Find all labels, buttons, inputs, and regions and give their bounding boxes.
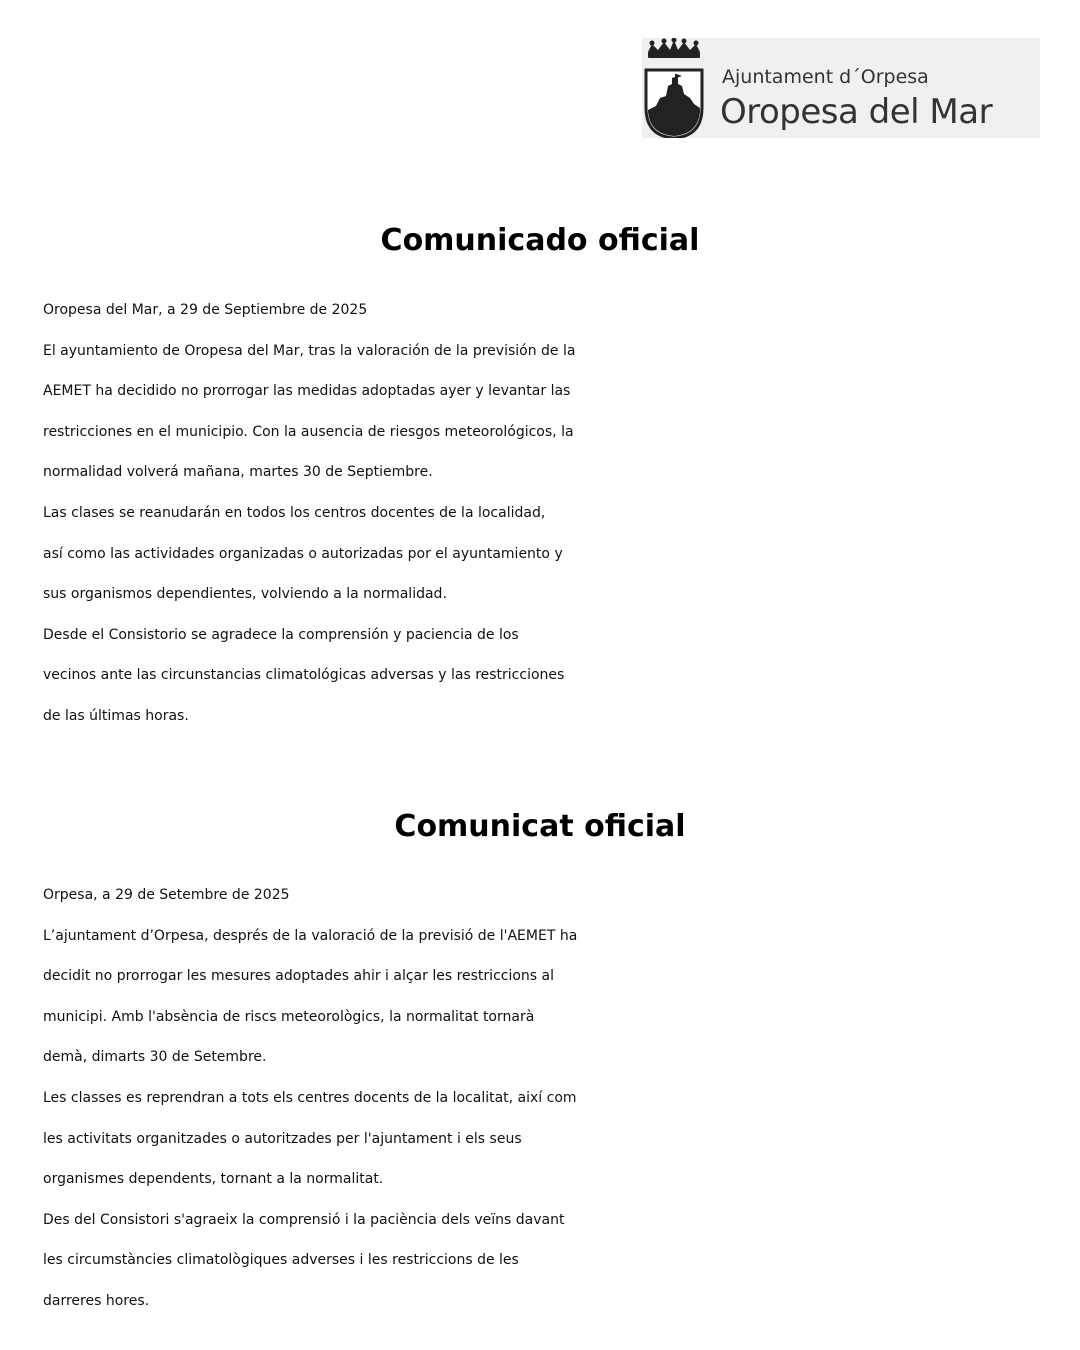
text-line: así como las actividades organizadas o autorizadas por el ayuntamiento y — [43, 545, 563, 562]
text-line: El ayuntamiento de Oropesa del Mar, tras la valoración de la previsión de la — [43, 342, 576, 359]
municipal-logo — [642, 38, 1040, 138]
text-line: de las últimas horas. — [43, 707, 189, 724]
text-line: Des del Consistori s'agraeix la comprensió i la paciència dels veïns davant — [43, 1211, 565, 1228]
spanish-title: Comunicado oficial — [380, 223, 700, 258]
text-line: Desde el Consistorio se agradece la comprensión y paciencia de los — [43, 626, 519, 643]
spanish-date-line — [43, 290, 1077, 331]
valencian-paragraph-announcement — [43, 916, 1077, 1078]
valencian-date-line — [43, 875, 1077, 916]
text-line: sus organismos dependientes, volviendo a la normalidad. — [43, 586, 447, 603]
text-line: organismes dependents, tornant a la normalitat. — [43, 1171, 384, 1188]
coat-of-arms-icon — [642, 38, 706, 138]
text-line: Les classes es reprendran a tots els centres docents de la localitat, així com — [43, 1089, 577, 1106]
valencian-body — [43, 875, 1077, 1322]
logo-title: Oropesa del Mar — [720, 92, 993, 132]
spanish-paragraph-classes — [43, 493, 1077, 615]
valencian-title: Comunicat oficial — [394, 809, 686, 844]
text-line: darreres hores. — [43, 1292, 150, 1309]
text-line: demà, dimarts 30 de Setembre. — [43, 1049, 267, 1066]
text-line: decidit no prorrogar les mesures adoptades ahir i alçar les restriccions al — [43, 968, 554, 985]
valencian-paragraph-thanks — [43, 1200, 1077, 1322]
spanish-body — [43, 290, 1077, 737]
text-line: les circumstàncies climatològiques adverses i les restriccions de les — [43, 1252, 519, 1269]
text-line: normalidad volverá mañana, martes 30 de Septiembre. — [43, 464, 433, 481]
spanish-paragraph-announcement — [43, 331, 1077, 493]
logo-subtitle: Ajuntament d´Orpesa — [722, 66, 929, 88]
text-line: Orpesa, a 29 de Setembre de 2025 — [43, 887, 290, 903]
text-line: AEMET ha decidido no prorrogar las medidas adoptadas ayer y levantar las — [43, 383, 571, 400]
text-line: Las clases se reanudarán en todos los centros docentes de la localidad, — [43, 504, 546, 521]
text-line: L’ajuntament d’Orpesa, després de la valoració de la previsió de l'AEMET ha — [43, 927, 578, 944]
spanish-paragraph-thanks — [43, 615, 1077, 737]
valencian-paragraph-classes — [43, 1078, 1077, 1200]
text-line: les activitats organitzades o autoritzades per l'ajuntament i els seus — [43, 1130, 522, 1147]
text-line: municipi. Amb l'absència de riscs meteorològics, la normalitat tornarà — [43, 1008, 535, 1025]
text-line: Oropesa del Mar, a 29 de Septiembre de 2025 — [43, 302, 368, 318]
text-line: vecinos ante las circunstancias climatológicas adversas y las restricciones — [43, 667, 565, 684]
text-line: restricciones en el municipio. Con la ausencia de riesgos meteorológicos, la — [43, 423, 574, 440]
